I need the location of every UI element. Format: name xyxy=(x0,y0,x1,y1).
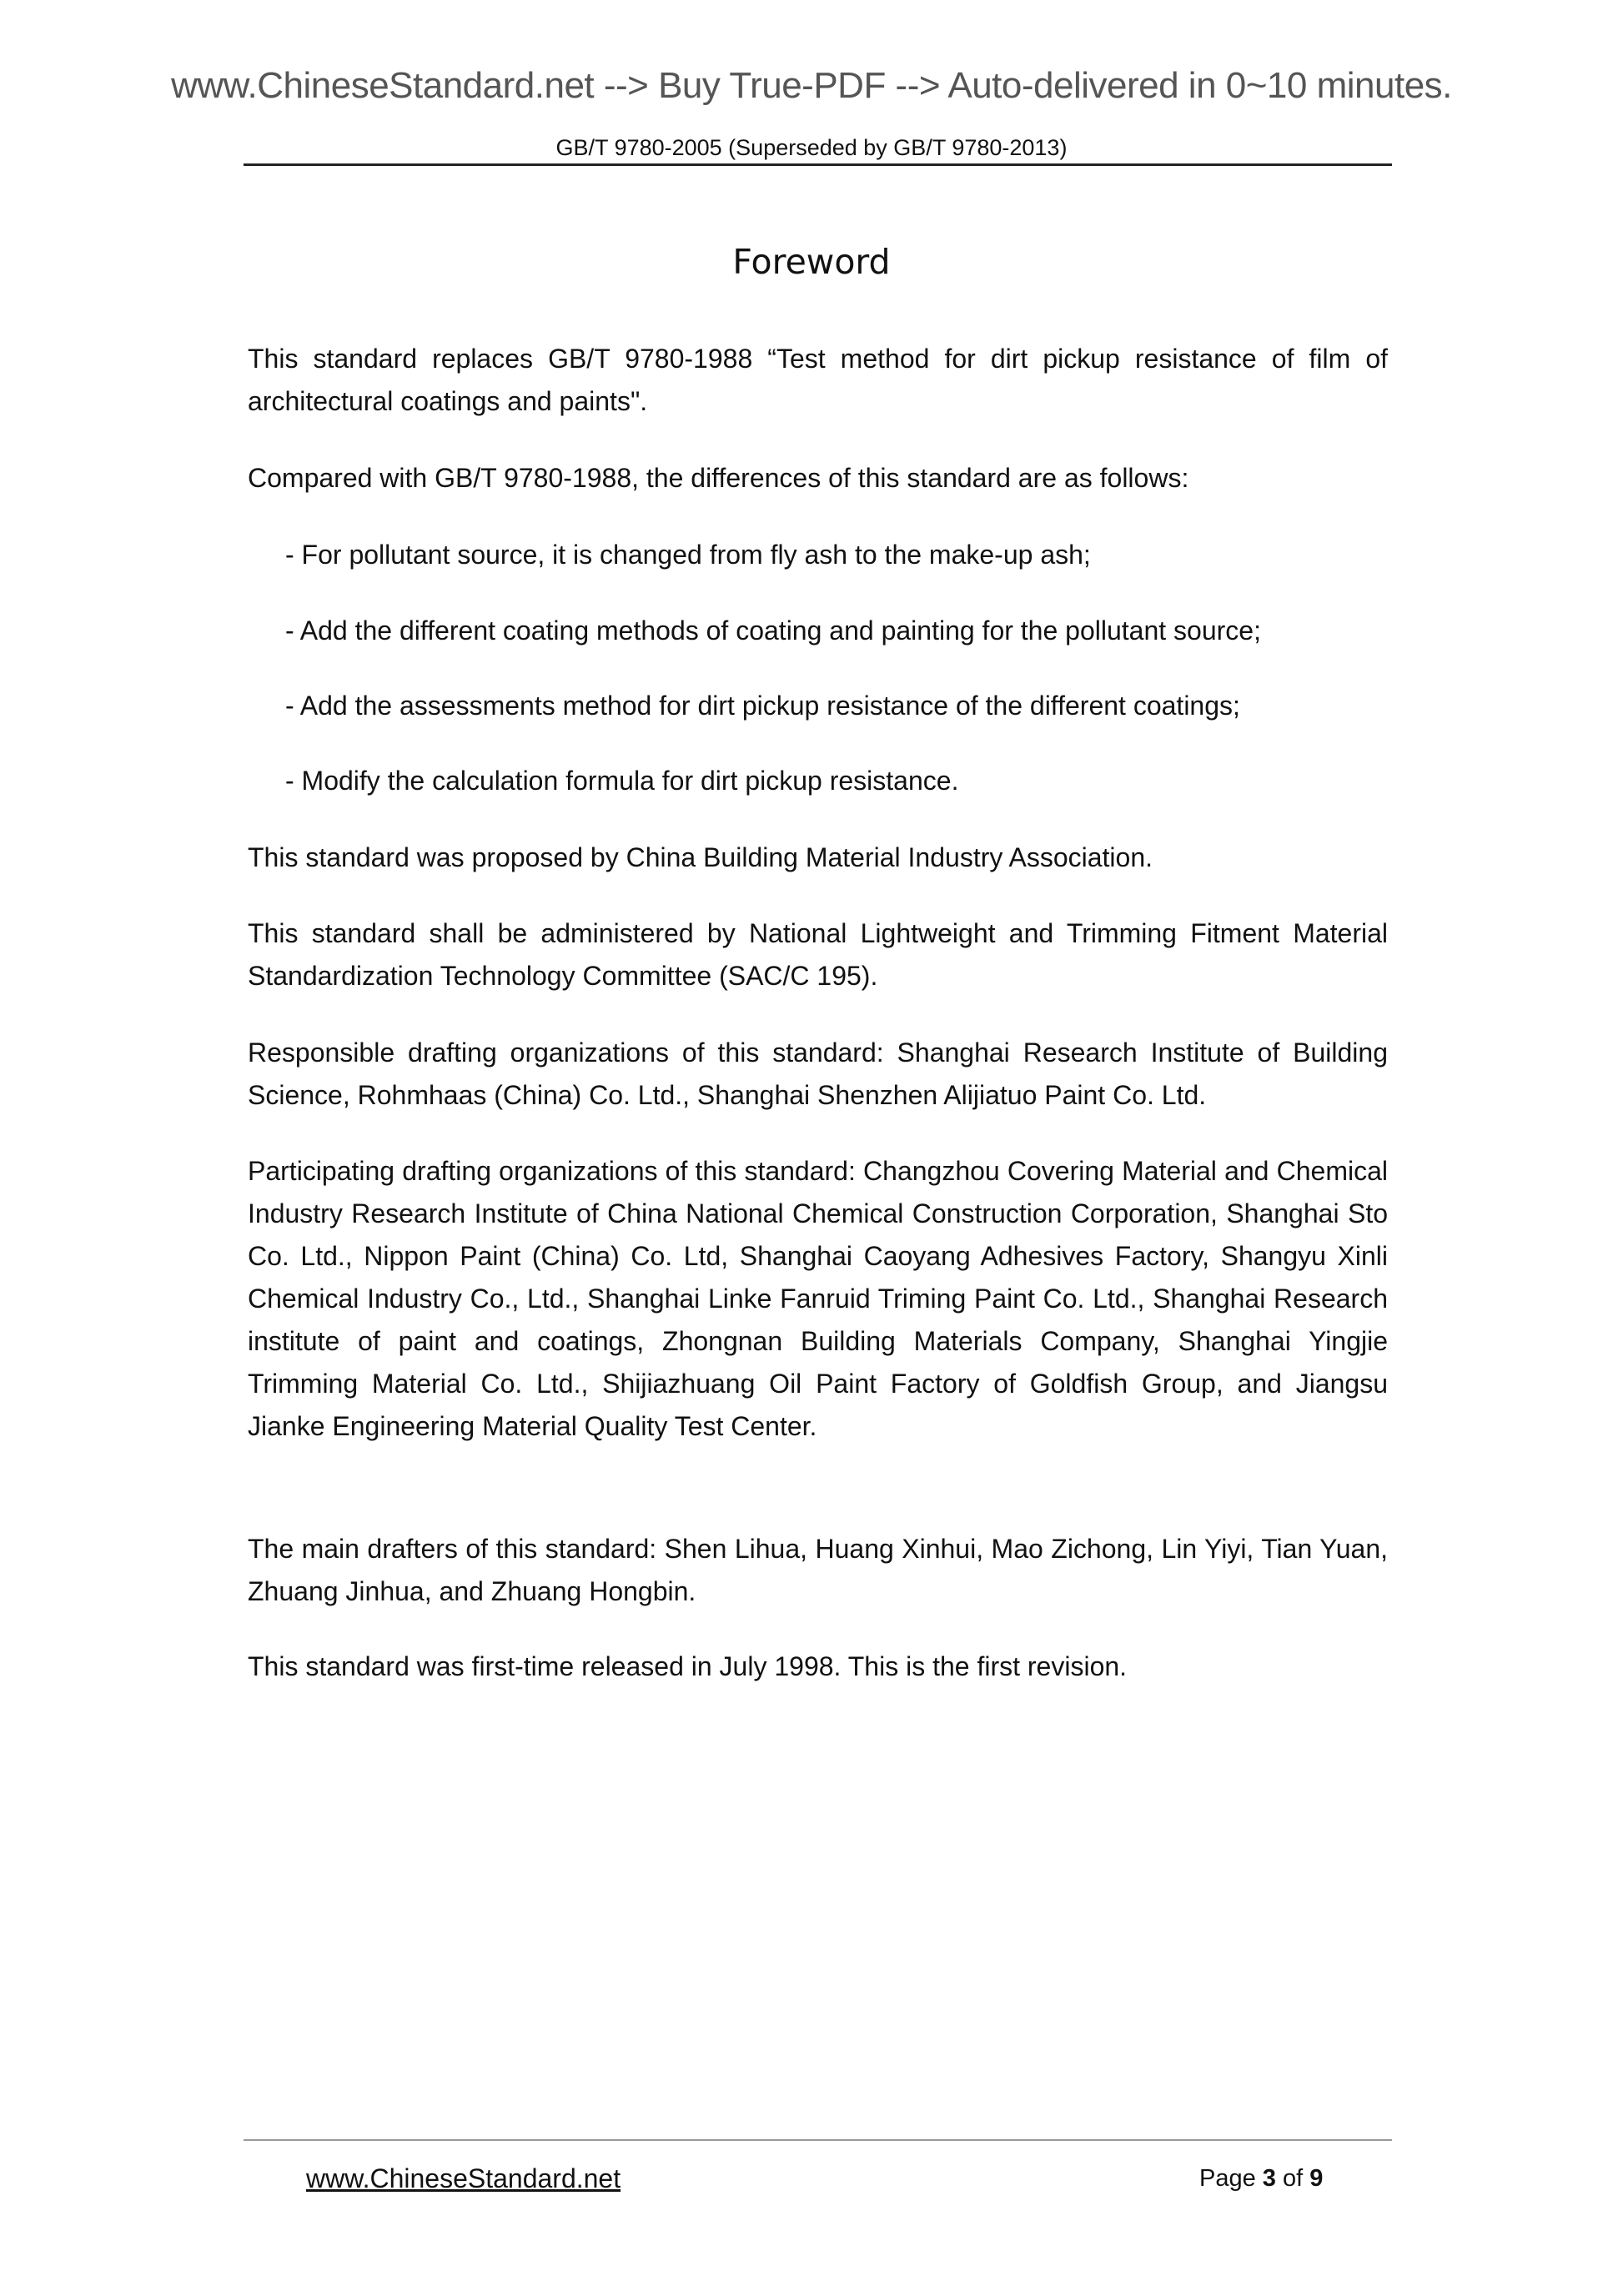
paragraph: This standard shall be administered by National Lightweight and Trimming Fitment Material Standardization Technology Committee (SAC/C 195). xyxy=(248,918,1388,991)
page-total: 9 xyxy=(1309,2165,1324,2192)
page-current: 3 xyxy=(1262,2165,1276,2192)
list-item: - Add the assessments method for dirt pickup resistance of the different coatings; xyxy=(285,691,1240,721)
paragraph: This standard was first-time released in July 1998. This is the first revision. xyxy=(248,1651,1128,1681)
paragraph: The main drafters of this standard: Shen Lihua, Huang Xinhui, Mao Zichong, Lin Yiyi, Tian Yuan, Zhuang Jinhua, and Zhuang Hongbin. xyxy=(248,1534,1388,1606)
paragraph: Compared with GB/T 9780-1988, the differences of this standard are as follows: xyxy=(248,463,1189,493)
page-title: Foreword xyxy=(732,242,891,282)
site-banner: www.ChineseStandard.net --> Buy True-PDF --> Auto-delivered in 0~10 minutes. xyxy=(171,65,1452,106)
page-prefix: Page xyxy=(1199,2165,1263,2192)
footer-link[interactable]: www.ChineseStandard.net xyxy=(306,2163,621,2193)
list-item: - Add the different coating methods of coating and painting for the pollutant source; xyxy=(285,615,1261,646)
footer-divider xyxy=(244,2139,1392,2141)
list-item: - For pollutant source, it is changed from fly ash to the make-up ash; xyxy=(285,540,1091,570)
paragraph: This standard replaces GB/T 9780-1988 “Test method for dirt pickup resistance of film of architectural coatings and paints". xyxy=(248,344,1388,416)
page-of: of xyxy=(1275,2165,1310,2192)
paragraph: Participating drafting organizations of this standard: Changzhou Covering Material and Chemical Industry Research Institute of China National Chemical Construction Corporation, Shanghai Sto Co. Ltd., Nippon Paint (China) Co. Ltd, Shanghai Caoyang Adhesives Factory, Shangyu Xinli Chemical Industry Co., Ltd., Shanghai Linke Fanruid Triming Paint Co. Ltd., Shanghai Research institute of paint and coatings, Zhongnan Building Materials Company, Shanghai Yingjie Trimming Material Co. Ltd., Shijiazhuang Oil Paint Factory of Goldfish Group, and Jiangsu Jianke Engineering Material Quality Test Center. xyxy=(248,1156,1388,1441)
standard-header: GB/T 9780-2005 (Superseded by GB/T 9780-2013) xyxy=(555,135,1068,160)
paragraph: Responsible drafting organizations of this standard: Shanghai Research Institute of Building Science, Rohmhaas (China) Co. Ltd., Shanghai Shenzhen Alijiatuo Paint Co. Ltd. xyxy=(248,1037,1388,1110)
list-item: - Modify the calculation formula for dirt pickup resistance. xyxy=(285,766,959,796)
paragraph: This standard was proposed by China Building Material Industry Association. xyxy=(248,842,1153,872)
header-divider xyxy=(244,163,1392,166)
page-number xyxy=(1199,2165,1323,2193)
